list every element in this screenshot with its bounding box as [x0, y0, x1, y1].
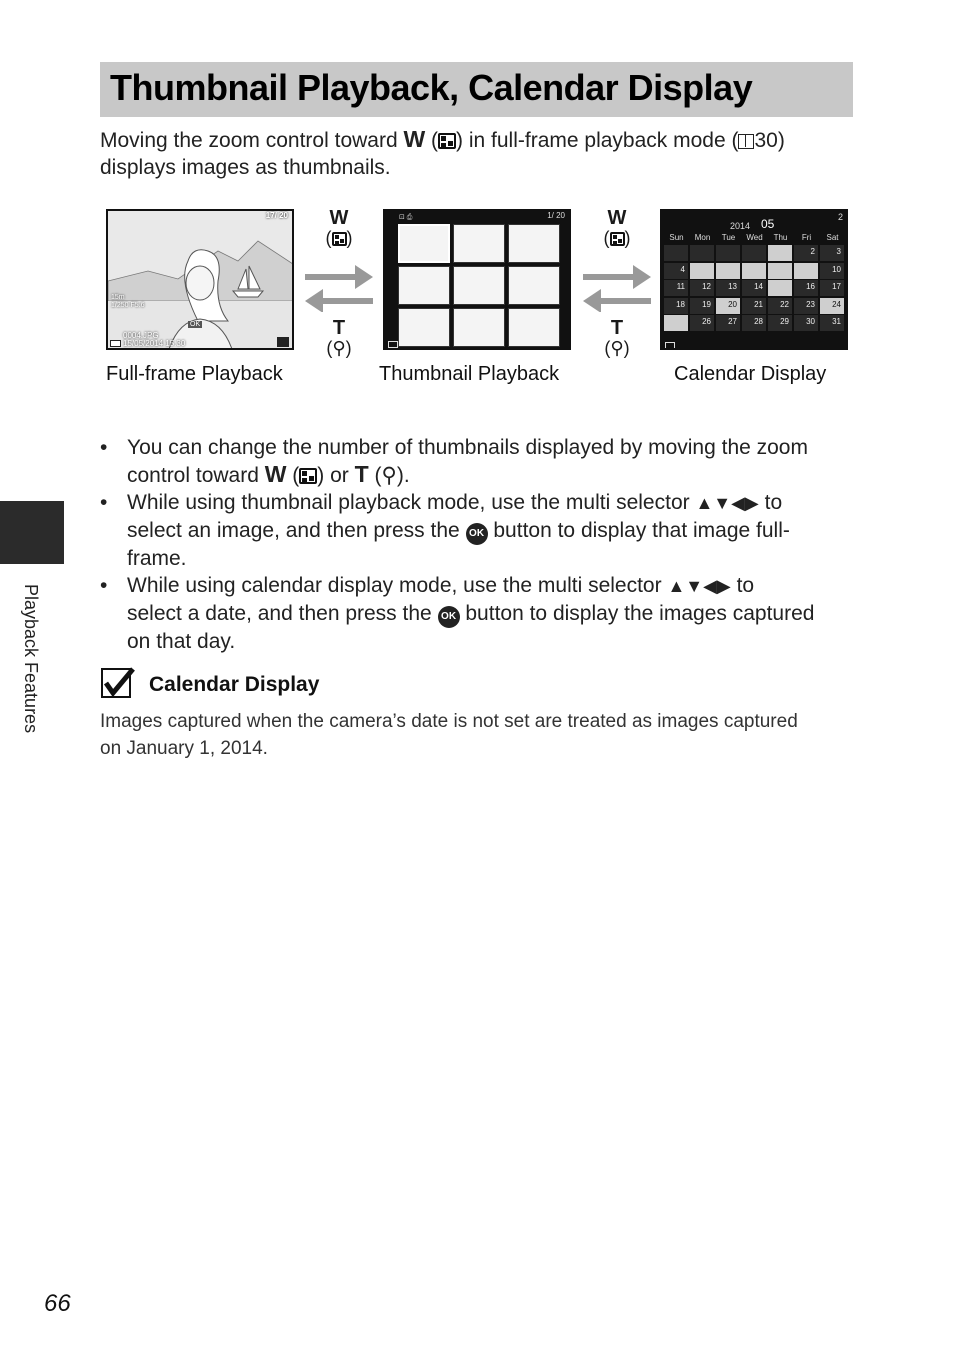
zoom-arrows-2: [581, 262, 653, 312]
calendar-count: 2: [837, 212, 843, 222]
t-letter: T: [354, 461, 369, 487]
thumbnail-item[interactable]: [453, 266, 505, 305]
calendar-day[interactable]: 28: [742, 315, 766, 331]
zoom-w-label: W: [329, 207, 349, 229]
thumbnail-grid-icon: [438, 133, 456, 149]
magnify-icon: ⚲: [381, 464, 397, 487]
check-mark-icon: [101, 667, 135, 699]
bullet-text: on that day.: [127, 630, 236, 653]
calendar-day[interactable]: 23: [794, 298, 818, 314]
calendar-day[interactable]: [768, 280, 792, 296]
bullet-text: While using calendar display mode, use the multi selector: [127, 574, 668, 597]
calendar-weekday: Mon: [694, 233, 711, 242]
calendar-day[interactable]: 24: [820, 298, 844, 314]
note-text: on January 1, 2014.: [100, 738, 268, 759]
calendar-weekday: Fri: [801, 233, 812, 242]
multi-selector-arrows-icon: ▲▼◀▶: [695, 493, 759, 513]
calendar-day[interactable]: 27: [716, 315, 740, 331]
calendar-day[interactable]: 11: [664, 280, 688, 296]
intro-paragraph: [100, 126, 860, 181]
bullet-text: (: [368, 464, 382, 487]
bullet-text: control toward: [127, 464, 265, 487]
thumbnail-grid-icon: [299, 468, 317, 484]
bullet-text: button to display the images captured: [459, 602, 815, 625]
calendar-day[interactable]: 19: [690, 298, 714, 314]
chapter-label: Playback Features: [21, 584, 41, 734]
battery-icon: [665, 342, 675, 349]
paren: (: [326, 338, 333, 358]
date-time: 15/05/2014 15:30: [123, 339, 186, 348]
caption-fullframe: Full-frame Playback: [106, 363, 283, 385]
zoom-t-label: T: [610, 317, 624, 339]
list-item: [100, 572, 860, 655]
calendar-day[interactable]: [768, 263, 792, 279]
calendar-day[interactable]: [690, 245, 714, 261]
intro-text: ): [777, 129, 785, 152]
calendar-weekday: Thu: [773, 233, 788, 242]
calendar-day[interactable]: 4: [664, 263, 688, 279]
bullet-text: select an image, and then press the: [127, 519, 466, 542]
bullet-dot: •: [100, 436, 108, 459]
bullet-text: You can change the number of thumbnails displayed by moving the zoom: [127, 436, 808, 459]
image-counter: 17/ 20: [265, 211, 288, 220]
calendar-day[interactable]: [742, 263, 766, 279]
thumbnail-item[interactable]: [398, 308, 450, 347]
file-name: 0004.JPG: [123, 331, 159, 340]
thumbnail-item[interactable]: [453, 224, 505, 263]
fullframe-photo: [108, 211, 294, 350]
paren: (: [604, 338, 611, 358]
calendar-day[interactable]: 12: [690, 280, 714, 296]
bullet-dot: •: [100, 491, 108, 514]
battery-icon: [388, 341, 398, 348]
zoom-t-label: T: [332, 317, 346, 339]
calendar-day[interactable]: [716, 245, 740, 261]
calendar-day[interactable]: [664, 315, 688, 331]
paren: ): [346, 228, 353, 248]
caption-thumbnail: Thumbnail Playback: [379, 363, 560, 385]
image-size-icon: [277, 337, 289, 347]
ok-button-icon: OK: [438, 606, 460, 628]
paren: (: [325, 228, 332, 248]
calendar-year: 2014: [730, 221, 751, 231]
paren: ): [345, 338, 352, 358]
bullet-dot: •: [100, 574, 108, 597]
thumbnail-icon-label: [592, 228, 642, 249]
note-body: [100, 708, 860, 762]
caption-calendar: Calendar Display: [674, 363, 827, 385]
calendar-day[interactable]: [742, 245, 766, 261]
paren: ): [624, 228, 631, 248]
thumbnail-counter: 1/ 20: [547, 211, 565, 220]
thumbnail-icon-label: [314, 228, 364, 249]
bullet-text: to: [758, 491, 783, 514]
fullframe-screen: [106, 209, 294, 350]
page-title: Thumbnail Playback, Calendar Display: [110, 67, 753, 108]
calendar-day[interactable]: 10: [820, 263, 844, 279]
intro-text: (: [425, 129, 439, 152]
protect-icon: ⊡ ⎙: [399, 214, 413, 221]
page-reference-icon: [738, 134, 754, 149]
w-letter: W: [264, 461, 287, 487]
magnify-icon: ⚲: [332, 338, 346, 358]
thumbnail-screen: [383, 209, 571, 350]
bullet-text: to: [730, 574, 755, 597]
file-info: [123, 332, 185, 348]
intro-text: ) in full-frame playback mode (: [456, 129, 739, 152]
calendar-day[interactable]: 29: [768, 315, 792, 331]
calendar-day[interactable]: 3: [820, 245, 844, 261]
zoom-w-label: W: [607, 207, 627, 229]
bullet-text: While using thumbnail playback mode, use the multi selector: [127, 491, 696, 514]
list-item: [100, 489, 860, 572]
multi-selector-arrows-icon: ▲▼◀▶: [667, 576, 731, 596]
thumbnail-item[interactable]: [398, 224, 450, 263]
info-bottom: 1/250 F5.6: [111, 302, 145, 309]
calendar-day[interactable]: 17: [820, 280, 844, 296]
zoom-arrows-1: [303, 262, 375, 312]
thumbnail-item[interactable]: [508, 308, 560, 347]
calendar-day[interactable]: 22: [768, 298, 792, 314]
chapter-tab: [0, 501, 64, 564]
bullet-text: select a date, and then press the: [127, 602, 438, 625]
calendar-weekday: Sat: [826, 233, 839, 242]
magnify-icon: ⚲: [610, 338, 624, 358]
calendar-day[interactable]: [716, 263, 740, 279]
calendar-day[interactable]: 16: [794, 280, 818, 296]
thumbnail-item[interactable]: [453, 308, 505, 347]
thumbnail-grid-icon: [610, 232, 625, 246]
thumbnail-item[interactable]: [398, 266, 450, 305]
bullet-list: [100, 434, 860, 655]
calendar-day[interactable]: [768, 245, 792, 261]
calendar-day[interactable]: 26: [690, 315, 714, 331]
calendar-day[interactable]: 14: [742, 280, 766, 296]
note-title: Calendar Display: [149, 673, 320, 696]
calendar-day[interactable]: [664, 245, 688, 261]
calendar-weekday: Tue: [721, 233, 736, 242]
intro-text: Moving the zoom control toward: [100, 129, 404, 152]
calendar-day[interactable]: 2: [794, 245, 818, 261]
calendar-day[interactable]: [690, 263, 714, 279]
magnify-icon-label: [314, 338, 364, 359]
calendar-day[interactable]: 31: [820, 315, 844, 331]
shooting-info: [111, 294, 144, 310]
calendar-screen: [660, 209, 848, 350]
calendar-month: 05: [761, 217, 775, 231]
bullet-text: ).: [396, 464, 410, 487]
thumbnail-grid-icon: [332, 232, 347, 246]
ok-indicator: OK: [190, 321, 201, 328]
list-item: [100, 434, 860, 489]
intro-text: displays images as thumbnails.: [100, 156, 391, 179]
calendar-day[interactable]: 13: [716, 280, 740, 296]
battery-icon: [110, 340, 121, 347]
calendar-weekday: Wed: [746, 233, 763, 242]
calendar-weekday: Sun: [669, 233, 684, 242]
calendar-day[interactable]: 30: [794, 315, 818, 331]
magnify-icon-label: [592, 338, 642, 359]
info-top: 15m: [111, 294, 125, 301]
bullet-text: button to display that image full-: [487, 519, 790, 542]
page-reference: 30: [754, 129, 778, 152]
thumbnail-item[interactable]: [508, 224, 560, 263]
w-letter: W: [403, 126, 426, 152]
bullet-text: ) or: [317, 464, 355, 487]
calendar-day[interactable]: 20: [716, 298, 740, 314]
ok-button-icon: OK: [466, 523, 488, 545]
calendar-day[interactable]: 18: [664, 298, 688, 314]
calendar-day[interactable]: 21: [742, 298, 766, 314]
paren: ): [623, 338, 630, 358]
bullet-text: frame.: [127, 547, 187, 570]
paren: (: [603, 228, 610, 248]
note-text: Images captured when the camera’s date is not set are treated as images captured: [100, 711, 798, 732]
thumbnail-item[interactable]: [508, 266, 560, 305]
page-number: 66: [44, 1290, 71, 1317]
calendar-day[interactable]: [794, 263, 818, 279]
bullet-text: (: [286, 464, 300, 487]
